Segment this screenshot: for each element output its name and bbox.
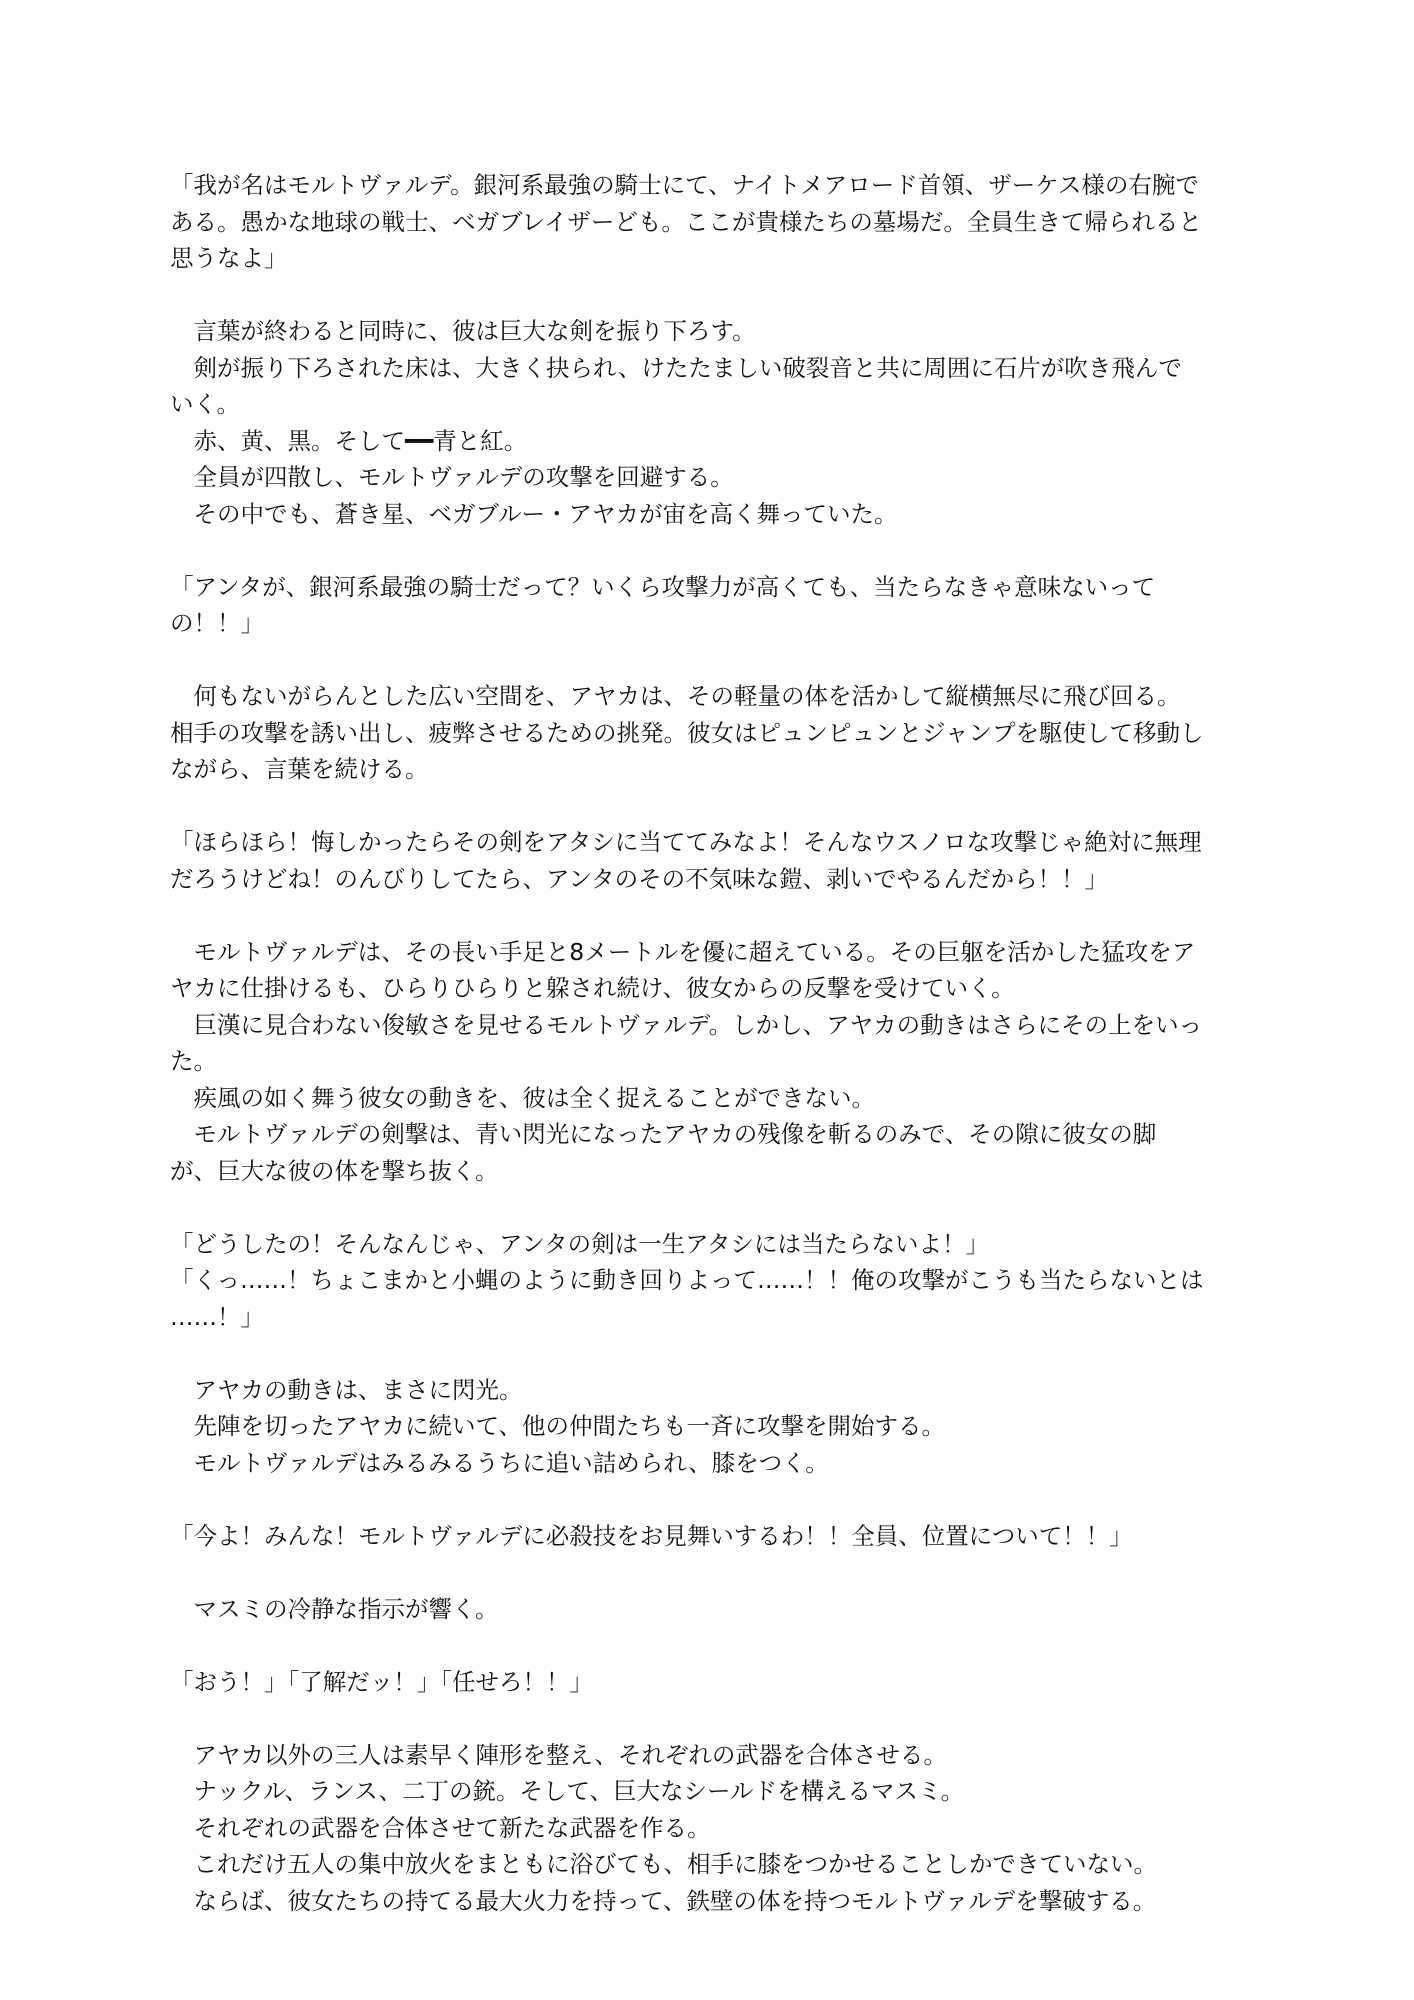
- text-line: た。: [170, 1047, 217, 1075]
- text-line: ある。愚かな地球の戦士、ベガブレイザーども。ここが貴様たちの墓場だ。全員生きて帰られると: [170, 207, 1202, 236]
- text-line: モルトヴァルデは、その長い手足と8メートルを優に超えている。その巨躯を活かした猛攻をア: [170, 937, 1196, 966]
- paragraph-gap: [170, 897, 1250, 934]
- text-line: 疾風の如く舞う彼女の動きを、彼は全く捉えることができない。: [170, 1083, 875, 1112]
- paragraph-gap: [170, 1700, 1250, 1737]
- text-line: 「くっ……！ちょこまかと小蝿のように動き回りよって……！！俺の攻撃がこうも当たらないとは: [170, 1266, 1204, 1294]
- text-line: 「ほらほら！悔しかったらその剣をアタシに当ててみなよ！そんなウスノロな攻撃じゃ絶対に無理: [170, 828, 1202, 856]
- text-line: これだけ五人の集中放火をまともに浴びても、相手に膝をつかせることしかできていない。: [170, 1850, 1157, 1878]
- text-line: マスミの冷静な指示が響く。: [170, 1594, 499, 1623]
- text-line: アヤカの動きは、まさに閃光。: [170, 1375, 523, 1404]
- text-line: ナックル、ランス、二丁の銃。そして、巨大なシールドを構えるマスミ。: [170, 1777, 965, 1805]
- text-line: アヤカ以外の三人は素早く陣形を整え、それぞれの武器を合体させる。: [170, 1740, 947, 1769]
- text-line: いく。: [170, 390, 241, 418]
- text-line: その中でも、蒼き星、ベガブルー・アヤカが宙を高く舞っていた。: [170, 499, 898, 528]
- paragraph-gap: [170, 642, 1250, 679]
- text-line: モルトヴァルデの剣撃は、青い閃光になったアヤカの残像を斬るのみで、その隙に彼女の脚: [170, 1120, 1157, 1148]
- text-line: 何もないがらんとした広い空間を、アヤカは、その軽量の体を活かして縦横無尽に飛び回る。: [170, 682, 1181, 710]
- text-line: ……！」: [170, 1302, 264, 1331]
- text-line: 「どうしたの！そんなんじゃ、アンタの剣は一生アタシには当たらないよ！」: [170, 1229, 989, 1258]
- paragraph-gap: [170, 1189, 1250, 1226]
- paragraph-gap: [170, 1554, 1250, 1591]
- text-line: が、巨大な彼の体を撃ち抜く。: [170, 1156, 499, 1185]
- paragraph-gap: [170, 1627, 1250, 1664]
- text-line: 赤、黄、黒。そして━━青と紅。: [170, 426, 528, 455]
- paragraph-gap: [170, 532, 1250, 569]
- paragraph-gap: [170, 1481, 1250, 1518]
- paragraph-gap: [170, 277, 1250, 314]
- text-line: それぞれの武器を合体させて新たな武器を作る。: [170, 1813, 711, 1842]
- text-line: 「今よ！みんな！モルトヴァルデに必殺技をお見舞いするわ！！全員、位置について！！」: [170, 1521, 1133, 1550]
- text-line: 「アンタが、銀河系最強の騎士だって？いくら攻撃力が高くても、当たらなきゃ意味ないって: [170, 572, 1156, 601]
- text-line: 思うなよ」: [170, 244, 288, 272]
- text-line: 剣が振り下ろされた床は、大きく抉られ、けたたましい破裂音と共に周囲に石片が吹き飛んで: [170, 353, 1182, 382]
- novel-text-body: [170, 167, 1250, 1919]
- text-line: の！！」: [170, 609, 264, 637]
- paragraph-gap: [170, 788, 1250, 825]
- text-line: 巨漢に見合わない俊敏さを見せるモルトヴァルデ。しかし、アヤカの動きはさらにその上をいっ: [170, 1010, 1203, 1039]
- text-line: ならば、彼女たちの持てる最大火力を持って、鉄壁の体を持つモルトヴァルデを撃破する。: [170, 1886, 1157, 1915]
- text-line: 「我が名はモルトヴァルデ。銀河系最強の騎士にて、ナイトメアロード首領、ザーケス様の右腕で: [170, 171, 1199, 199]
- text-line: だろうけどね！のんびりしてたら、アンタのその不気味な鎧、剥いでやるんだから！！」: [170, 864, 1109, 893]
- text-line: 「おう！」「了解だッ！」「任せろ！！」: [170, 1667, 593, 1696]
- text-line: ながら、言葉を続ける。: [170, 755, 429, 783]
- text-line: 全員が四散し、モルトヴァルデの攻撃を回避する。: [170, 463, 734, 491]
- paragraph-gap: [170, 1335, 1250, 1372]
- text-line: モルトヴァルデはみるみるうちに追い詰められ、膝をつく。: [170, 1448, 829, 1477]
- text-line: 言葉が終わると同時に、彼は巨大な剣を振り下ろす。: [170, 317, 756, 345]
- text-line: ヤカに仕掛けるも、ひらりひらりと躱され続け、彼女からの反撃を受けていく。: [170, 974, 1015, 1002]
- text-line: 相手の攻撃を誘い出し、疲弊させるための挑発。彼女はピュンピュンとジャンプを駆使して移動し: [170, 718, 1204, 747]
- text-line: 先陣を切ったアヤカに続いて、他の仲間たちも一斉に攻撃を開始する。: [170, 1412, 946, 1440]
